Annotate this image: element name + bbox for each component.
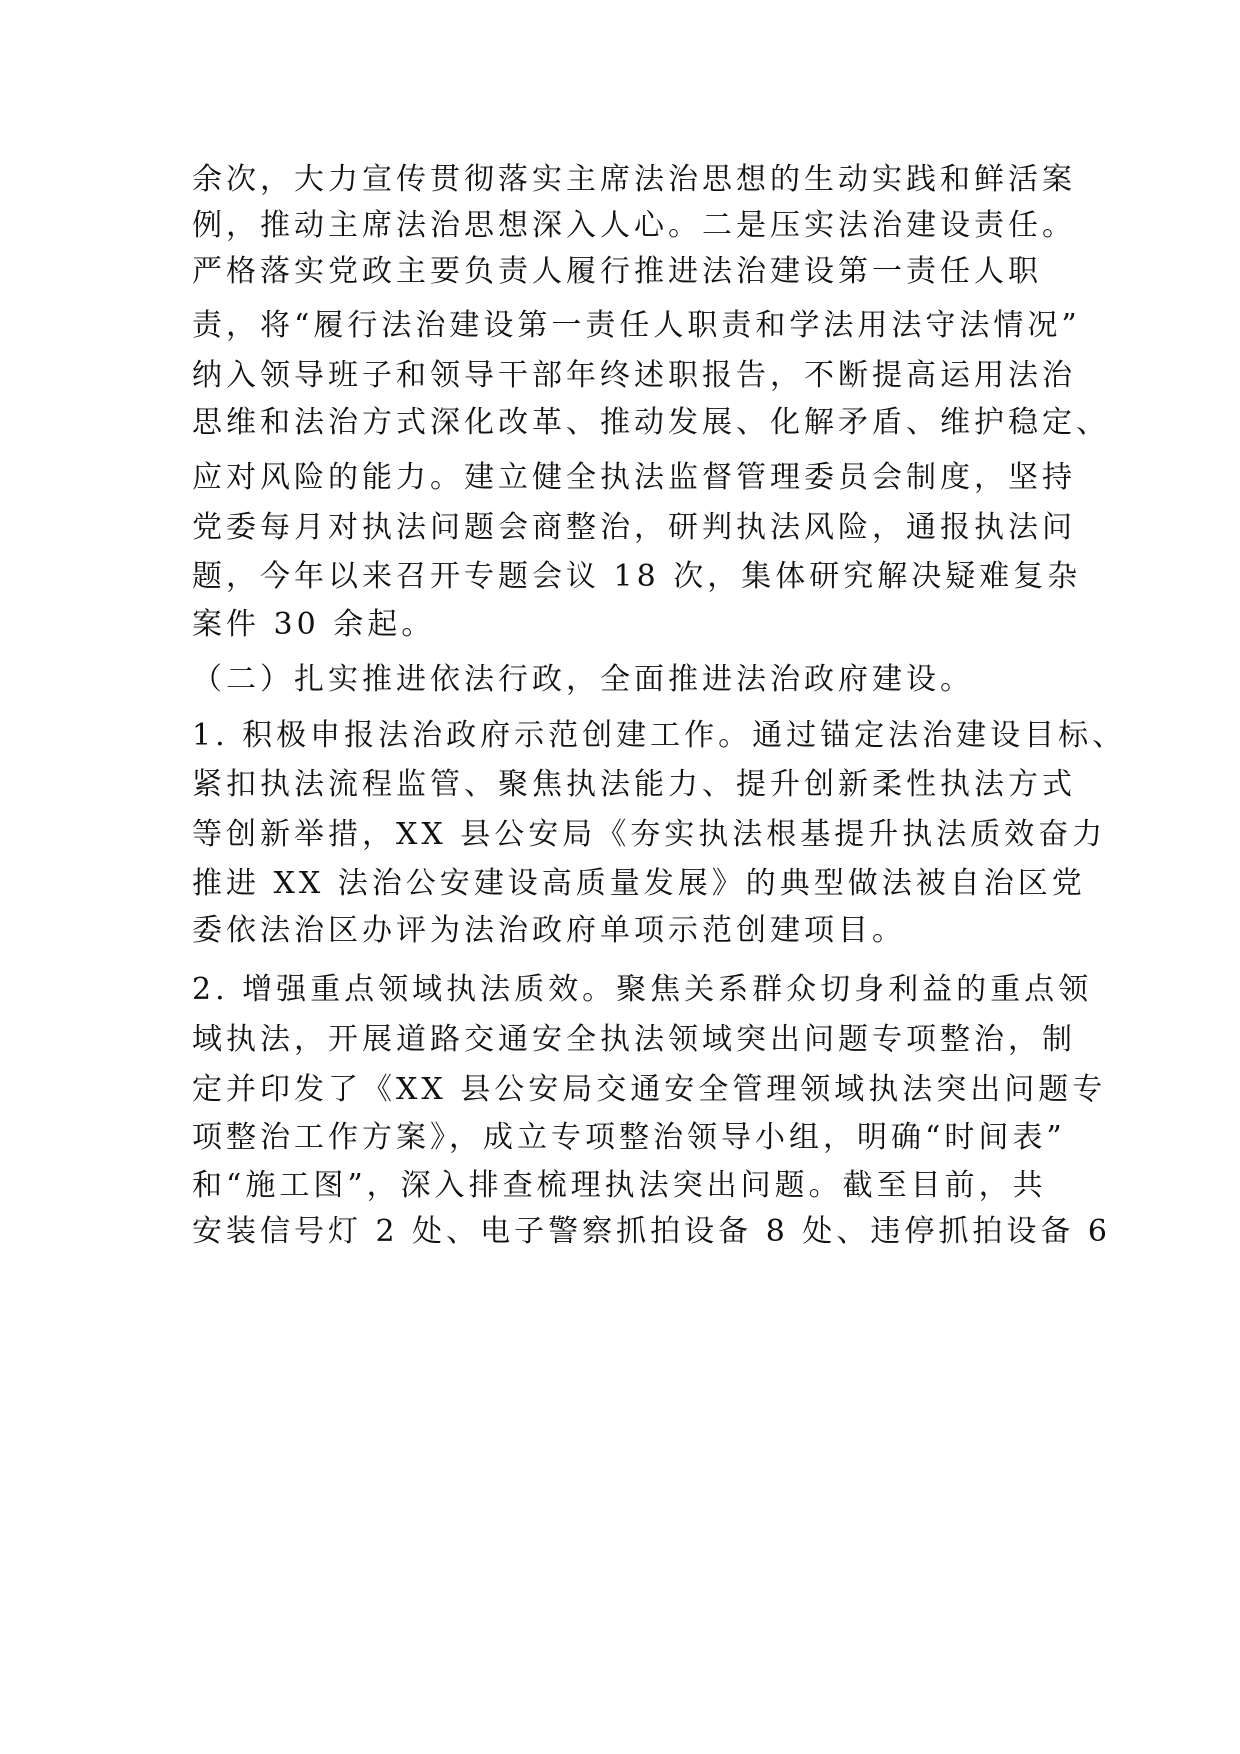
text-line: 域执法，开展道路交通安全执法领域突出问题专项整治，制	[192, 1022, 1076, 1057]
text-line: 思维和法治方式深化改革、推动发展、化解矛盾、维护稳定、	[192, 405, 1110, 440]
text-line: 纳入领导班子和领导干部年终述职报告，不断提高运用法治	[192, 358, 1076, 393]
text-line: 推进 XX 法治公安建设高质量发展》的典型做法被自治区党	[192, 866, 1086, 901]
text-line: 责，将“履行法治建设第一责任人职责和学法用法守法情况”	[192, 308, 1081, 343]
text-line: 和“施工图”，深入排查梳理执法突出问题。截至目前，共	[192, 1168, 1047, 1203]
text-line: 2. 增强重点领域执法质效。聚焦关系群众切身利益的重点领	[192, 972, 1093, 1007]
text-line: 例，推动主席法治思想深入人心。二是压实法治建设责任。	[192, 208, 1076, 243]
text-line: 应对风险的能力。建立健全执法监督管理委员会制度，坚持	[192, 460, 1076, 495]
text-line: 定并印发了《XX 县公安局交通安全管理领域执法突出问题专	[192, 1072, 1107, 1107]
text-line: 严格落实党政主要负责人履行推进法治建设第一责任人职	[192, 254, 1042, 289]
text-line: 党委每月对执法问题会商整治，研判执法风险，通报执法问	[192, 510, 1076, 545]
text-line: 项整治工作方案》，成立专项整治领导小组，明确“时间表”	[192, 1120, 1066, 1155]
text-line: 题，今年以来召开专题会议 18 次，集体研究解决疑难复杂	[192, 559, 1082, 594]
text-line: 案件 30 余起。	[192, 607, 436, 642]
text-line: 安装信号灯 2 处、电子警察抓拍设备 8 处、违停抓拍设备 6	[192, 1214, 1111, 1249]
text-line: 等创新举措，XX 县公安局《夯实执法根基提升执法质效奋力	[192, 817, 1107, 852]
section-heading: （二）扎实推进依法行政，全面推进法治政府建设。	[192, 662, 974, 697]
text-line: 委依法治区办评为法治政府单项示范创建项目。	[192, 913, 906, 948]
text-line: 1. 积极申报法治政府示范创建工作。通过锚定法治建设目标、	[192, 718, 1127, 753]
text-line: 紧扣执法流程监管、聚焦执法能力、提升创新柔性执法方式	[192, 767, 1076, 802]
text-line: 余次，大力宣传贯彻落实主席法治思想的生动实践和鲜活案	[192, 162, 1076, 197]
